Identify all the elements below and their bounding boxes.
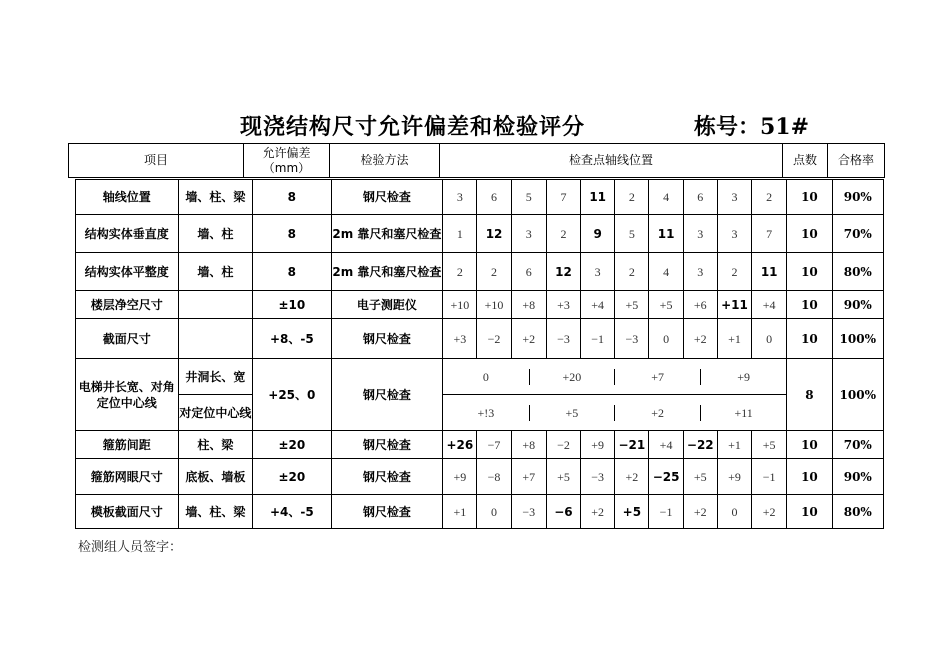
- header-deviation-line1: 允许偏差: [262, 145, 311, 160]
- row-method: 钢尺检查: [331, 495, 443, 529]
- point-value: −1: [649, 495, 683, 529]
- point-value: −25: [649, 459, 683, 495]
- point-value: +5: [615, 291, 649, 319]
- point-value: 12: [477, 215, 511, 253]
- point-value: −1: [581, 319, 615, 359]
- point-value: 7: [546, 180, 580, 215]
- table-row: [76, 215, 884, 253]
- point-value: +2: [615, 459, 649, 495]
- point-value: +1: [717, 431, 751, 459]
- row-label: 结构实体平整度: [76, 253, 179, 291]
- row-label: 楼层净空尺寸: [76, 291, 179, 319]
- header-deviation: [244, 144, 330, 178]
- row-method: 钢尺检查: [331, 180, 443, 215]
- elevator-label: 电梯井长宽、对角定位中心线: [76, 359, 179, 431]
- row-method: 电子测距仪: [331, 291, 443, 319]
- row-count: 10: [787, 459, 832, 495]
- point-value: 2: [477, 253, 511, 291]
- point-value: +2: [683, 495, 717, 529]
- point-value: +10: [477, 291, 511, 319]
- table-row: [76, 253, 884, 291]
- point-value: −7: [477, 431, 511, 459]
- row-pass-rate: 100%: [832, 319, 883, 359]
- point-value: 3: [683, 215, 717, 253]
- row-deviation: 8: [253, 215, 331, 253]
- point-value: 0: [649, 319, 683, 359]
- point-value: +8: [511, 431, 546, 459]
- row-count: 10: [787, 291, 832, 319]
- row-deviation: 8: [253, 180, 331, 215]
- elevator-count: 8: [787, 359, 832, 431]
- elevator-point-value: +9: [701, 369, 787, 385]
- point-value: 6: [511, 253, 546, 291]
- header-table: [68, 143, 885, 178]
- row-sub-item: [178, 319, 252, 359]
- row-sub-item: 墙、柱: [178, 253, 252, 291]
- point-value: +2: [581, 495, 615, 529]
- point-value: −3: [581, 459, 615, 495]
- point-value: 0: [477, 495, 511, 529]
- point-value: +8: [511, 291, 546, 319]
- point-value: −6: [546, 495, 580, 529]
- row-count: 10: [787, 319, 832, 359]
- signature-label: 检测组人员签字：: [78, 539, 183, 554]
- point-value: +7: [511, 459, 546, 495]
- row-label: 结构实体垂直度: [76, 215, 179, 253]
- point-value: 2: [752, 180, 787, 215]
- row-deviation: ±20: [253, 459, 331, 495]
- row-method: 钢尺检查: [331, 319, 443, 359]
- point-value: −21: [615, 431, 649, 459]
- row-count: 10: [787, 431, 832, 459]
- header-deviation-line2: （mm）: [262, 160, 311, 175]
- row-method: 2m 靠尺和塞尺检查: [331, 253, 443, 291]
- table-row: [76, 180, 884, 215]
- row-deviation: 8: [253, 253, 331, 291]
- elevator-point-value: +!3: [477, 405, 495, 420]
- point-value: +10: [443, 291, 477, 319]
- elevator-point-value: +2: [615, 405, 701, 421]
- point-value: −3: [511, 495, 546, 529]
- elevator-values1: [443, 369, 786, 385]
- point-value: 4: [649, 253, 683, 291]
- row-label: 箍筋网眼尺寸: [76, 459, 179, 495]
- row-label: 模板截面尺寸: [76, 495, 179, 529]
- point-value: 12: [546, 253, 580, 291]
- point-value: +9: [581, 431, 615, 459]
- point-value: +4: [752, 291, 787, 319]
- header-points: 检查点轴线位置: [440, 144, 783, 178]
- point-value: −3: [615, 319, 649, 359]
- point-value: +5: [649, 291, 683, 319]
- point-value: 3: [581, 253, 615, 291]
- rows-group-b: [76, 431, 884, 529]
- point-value: 2: [717, 253, 751, 291]
- row-deviation: +8、-5: [253, 319, 331, 359]
- elevator-point-value: 0: [482, 369, 489, 384]
- point-value: 0: [717, 495, 751, 529]
- point-value: 3: [511, 215, 546, 253]
- elevator-values1-cell: [443, 359, 787, 395]
- point-value: +2: [683, 319, 717, 359]
- point-value: +2: [752, 495, 787, 529]
- point-value: +3: [546, 291, 580, 319]
- row-pass-rate: 70%: [832, 431, 883, 459]
- building-number: 栋号：51#: [694, 114, 810, 140]
- point-value: 3: [717, 215, 751, 253]
- row-sub-item: [178, 291, 252, 319]
- row-sub-item: 墙、柱、梁: [178, 180, 252, 215]
- point-value: +2: [511, 319, 546, 359]
- point-value: +4: [581, 291, 615, 319]
- inspection-table: [75, 179, 884, 529]
- elevator-point-value: +11: [701, 405, 787, 421]
- point-value: +9: [443, 459, 477, 495]
- elevator-rate: 100%: [832, 359, 883, 431]
- table-row: [76, 319, 884, 359]
- point-value: +3: [443, 319, 477, 359]
- table-row: [76, 431, 884, 459]
- row-pass-rate: 90%: [832, 291, 883, 319]
- row-sub-item: 墙、柱: [178, 215, 252, 253]
- point-value: 0: [752, 319, 787, 359]
- point-value: 11: [752, 253, 787, 291]
- point-value: 3: [717, 180, 751, 215]
- point-value: 6: [683, 180, 717, 215]
- elevator-point-value: +5: [529, 405, 615, 421]
- rows-group-a: [76, 180, 884, 359]
- point-value: −8: [477, 459, 511, 495]
- row-deviation: +4、-5: [253, 495, 331, 529]
- point-value: +1: [443, 495, 477, 529]
- row-sub-item: 底板、墙板: [178, 459, 252, 495]
- point-value: +4: [649, 431, 683, 459]
- point-value: 11: [581, 180, 615, 215]
- page-title: 现浇结构尺寸允许偏差和检验评分: [240, 114, 586, 140]
- row-count: 10: [787, 180, 832, 215]
- point-value: +11: [717, 291, 751, 319]
- row-sub-item: 墙、柱、梁: [178, 495, 252, 529]
- point-value: 6: [477, 180, 511, 215]
- table-row: [76, 495, 884, 529]
- elevator-point-value: +7: [615, 369, 701, 385]
- point-value: +5: [615, 495, 649, 529]
- elevator-values2-cell: [443, 395, 787, 431]
- row-count: 10: [787, 215, 832, 253]
- point-value: +5: [683, 459, 717, 495]
- point-value: 2: [443, 253, 477, 291]
- elevator-point-value: +20: [529, 369, 615, 385]
- header-count: 点数: [783, 144, 828, 178]
- row-pass-rate: 80%: [832, 253, 883, 291]
- row-count: 10: [787, 253, 832, 291]
- row-method: 2m 靠尺和塞尺检查: [331, 215, 443, 253]
- row-label: 截面尺寸: [76, 319, 179, 359]
- point-value: 2: [546, 215, 580, 253]
- point-value: −3: [546, 319, 580, 359]
- point-value: 5: [615, 215, 649, 253]
- header-pass-rate: 合格率: [828, 144, 885, 178]
- point-value: 3: [683, 253, 717, 291]
- elevator-deviation: +25、0: [253, 359, 331, 431]
- header-method: 检验方法: [330, 144, 440, 178]
- row-pass-rate: 80%: [832, 495, 883, 529]
- point-value: 9: [581, 215, 615, 253]
- point-value: +26: [443, 431, 477, 459]
- elevator-sub1: 井洞长、宽: [178, 359, 252, 395]
- point-value: +1: [717, 319, 751, 359]
- point-value: +5: [752, 431, 787, 459]
- point-value: 11: [649, 215, 683, 253]
- row-pass-rate: 90%: [832, 459, 883, 495]
- row-pass-rate: 90%: [832, 180, 883, 215]
- row-label: 箍筋间距: [76, 431, 179, 459]
- header-item: 项目: [69, 144, 244, 178]
- point-value: 5: [511, 180, 546, 215]
- row-sub-item: 柱、梁: [178, 431, 252, 459]
- point-value: +6: [683, 291, 717, 319]
- point-value: −2: [546, 431, 580, 459]
- point-value: 7: [752, 215, 787, 253]
- point-value: 1: [443, 215, 477, 253]
- row-method: 钢尺检查: [331, 431, 443, 459]
- row-method: 钢尺检查: [331, 459, 443, 495]
- row-deviation: ±10: [253, 291, 331, 319]
- point-value: −22: [683, 431, 717, 459]
- row-count: 10: [787, 495, 832, 529]
- point-value: 3: [443, 180, 477, 215]
- elevator-values2: [443, 405, 786, 421]
- table-row: [76, 291, 884, 319]
- elevator-group: [76, 359, 884, 431]
- table-row: [76, 459, 884, 495]
- row-label: 轴线位置: [76, 180, 179, 215]
- row-pass-rate: 70%: [832, 215, 883, 253]
- point-value: +9: [717, 459, 751, 495]
- row-deviation: ±20: [253, 431, 331, 459]
- point-value: −2: [477, 319, 511, 359]
- elevator-method: 钢尺检查: [331, 359, 443, 431]
- point-value: 4: [649, 180, 683, 215]
- elevator-sub2: 对定位中心线: [178, 395, 252, 431]
- point-value: −1: [752, 459, 787, 495]
- point-value: 2: [615, 253, 649, 291]
- point-value: 2: [615, 180, 649, 215]
- point-value: +5: [546, 459, 580, 495]
